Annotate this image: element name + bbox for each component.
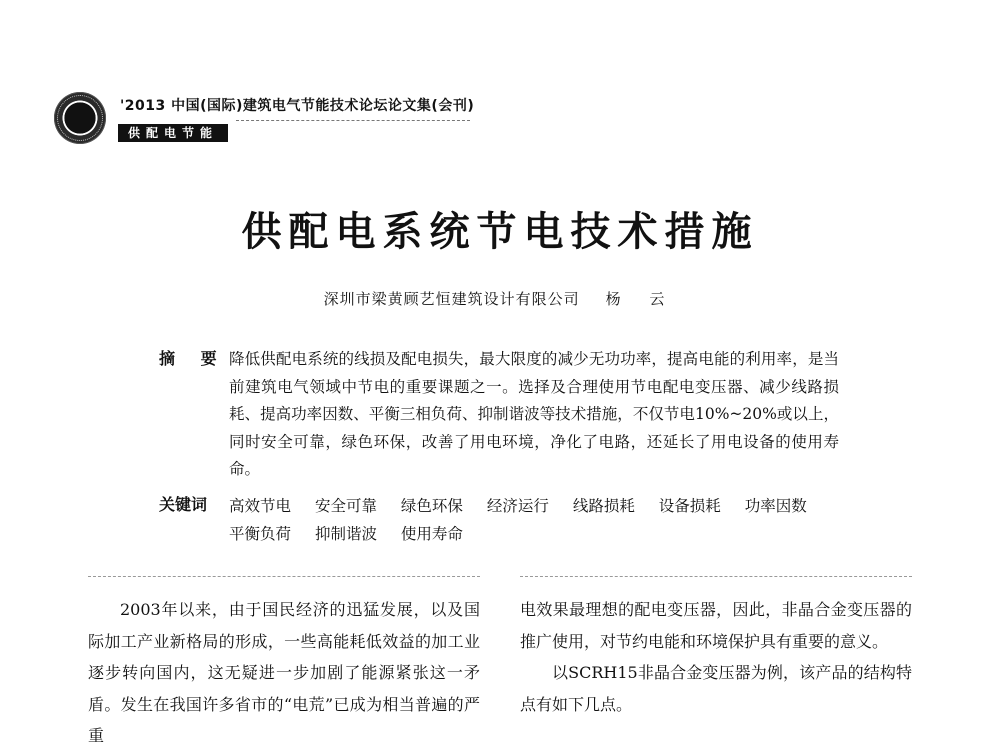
section-tag: 供配电节能: [118, 124, 228, 142]
body-paragraph: 电效果最理想的配电变压器，因此，非晶合金变压器的推广使用，对节约电能和环境保护具有重要的意义。: [520, 600, 912, 651]
keyword: 安全可靠: [314, 497, 377, 515]
body-column-right: [520, 594, 912, 720]
abstract-text: 降低供配电系统的线损及配电损失，最大限度的减少无功功率，提高电能的利用率，是当前建筑电气领域中节电的重要课题之一。选择及合理使用节电配电变压器、减少线路损耗、提高功率因数、平衡三相负荷、抑制谐波等技术措施，不仅节电10%~20%或以上，同时安全可靠，绿色环保，改善了用电环境，净化了电路，还延长了用电设备的使用寿命。: [229, 350, 839, 478]
section-divider-left: [88, 576, 480, 577]
header-divider: [236, 120, 470, 121]
author-line: [0, 288, 1000, 309]
keyword: 经济运行: [486, 497, 549, 515]
keywords-label: 关键词: [159, 495, 208, 514]
keyword: 绿色环保: [400, 497, 463, 515]
affiliation: 深圳市梁黄顾艺恒建筑设计有限公司: [323, 290, 580, 308]
keyword: 线路损耗: [572, 497, 635, 515]
keyword: 设备损耗: [658, 497, 721, 515]
section-divider-right: [520, 576, 912, 577]
keyword: 高效节电: [229, 497, 292, 515]
keyword: 功率因数: [744, 497, 807, 515]
author-name: 杨 云: [605, 290, 677, 308]
keyword: 平衡负荷: [229, 525, 292, 543]
journal-logo-icon: [54, 92, 106, 144]
keyword: 抑制谐波: [314, 525, 377, 543]
journal-title: '2013 中国(国际)建筑电气节能技术论坛论文集(会刊): [120, 98, 475, 114]
keyword: 使用寿命: [400, 525, 463, 543]
body-paragraph: 以SCRH15非晶合金变压器为例，该产品的结构特点有如下几点。: [520, 663, 912, 714]
body-column-left: [88, 594, 480, 752]
abstract-label: 摘 要: [159, 349, 227, 368]
body-paragraph: 2003年以来，由于国民经济的迅猛发展，以及国际加工产业新格局的形成，一些高能耗低效益的加工业逐步转向国内，这无疑进一步加剧了能源紧张这一矛盾。发生在我国许多省市的“电荒”已成为相当普遍的严重: [88, 600, 480, 745]
keywords-list: [229, 492, 849, 548]
paper-title: 供配电系统节电技术措施: [241, 209, 759, 255]
